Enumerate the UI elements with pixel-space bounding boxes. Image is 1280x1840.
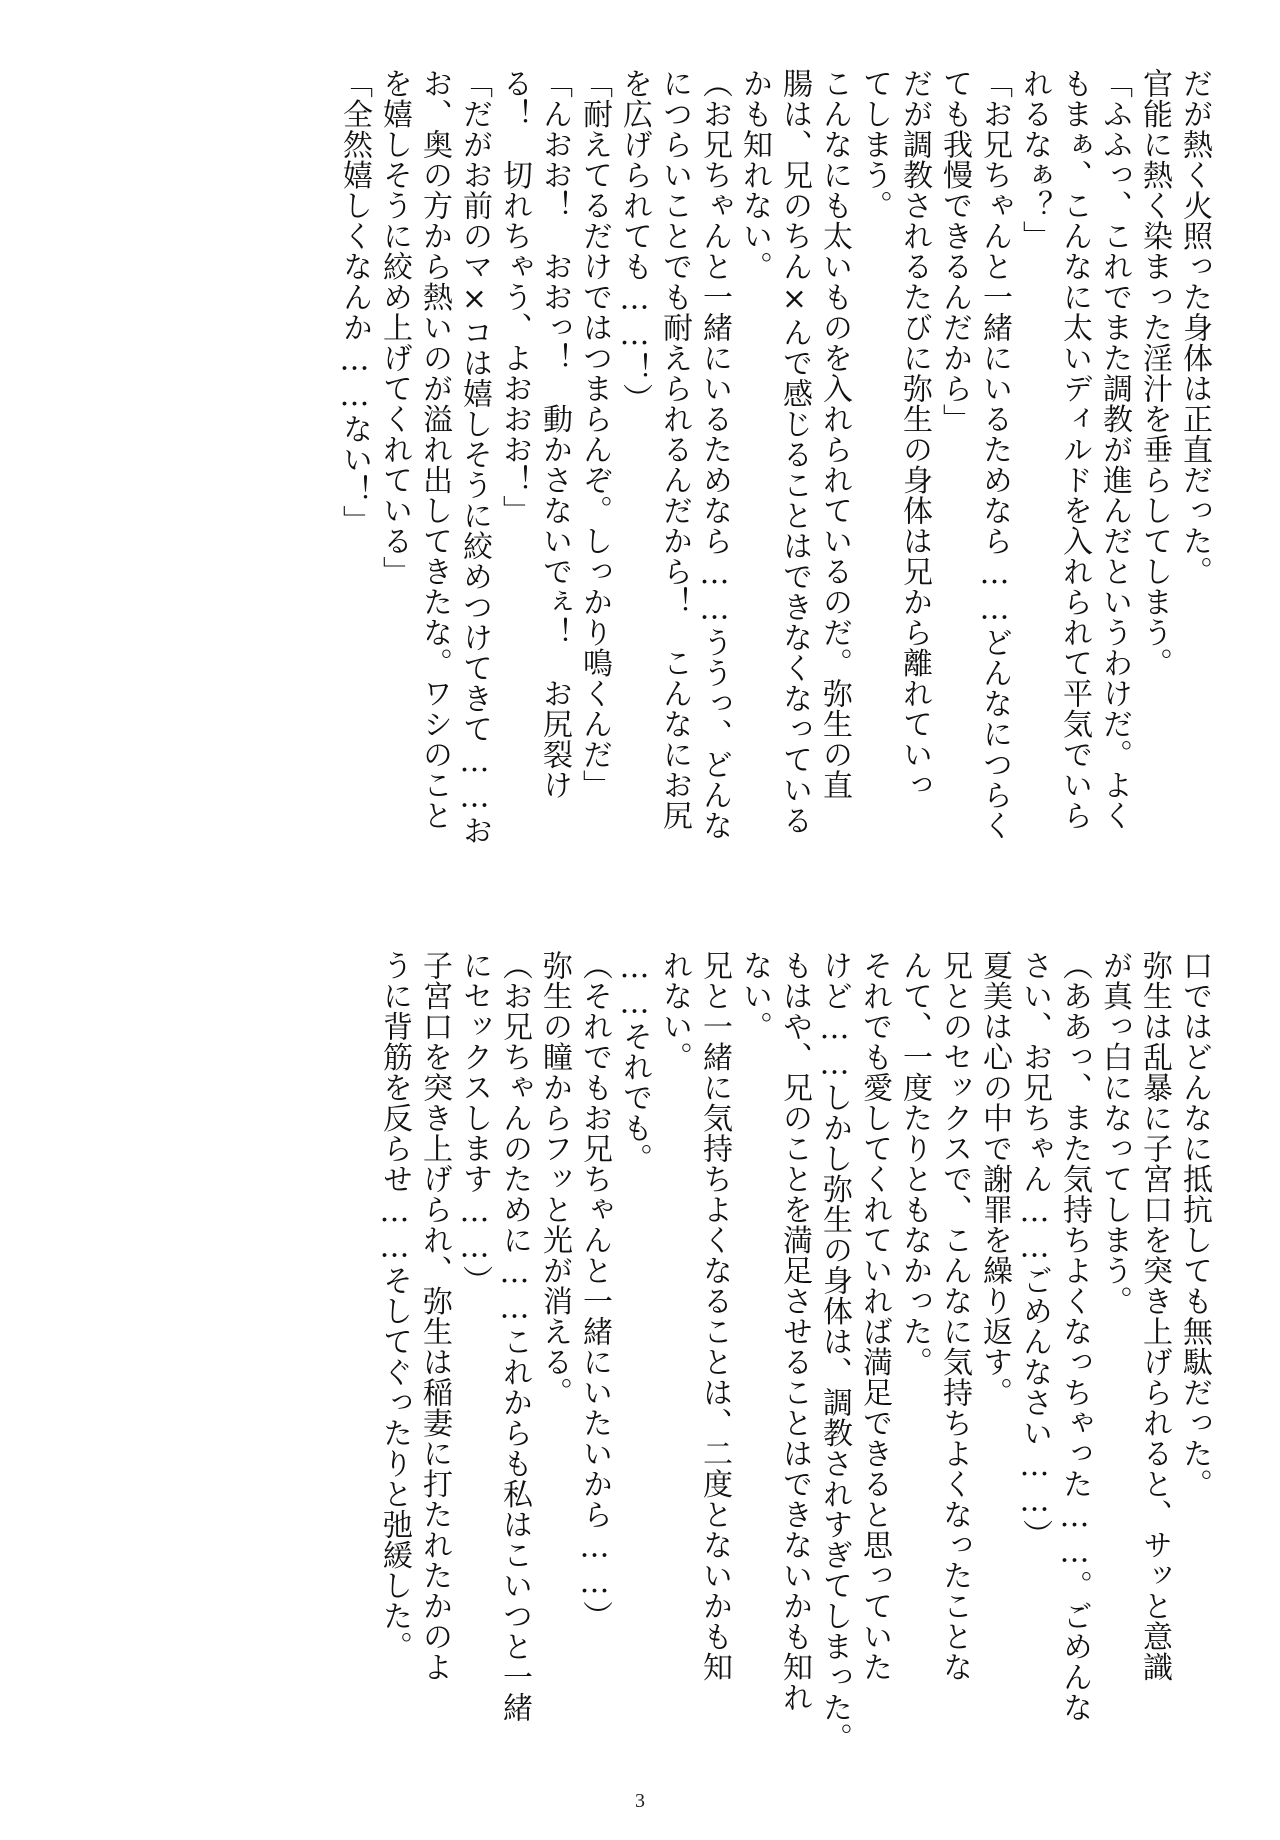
text-line: 「耐えてるだけではつまらんぞ。しっかり鳴くんだ」 (577, 68, 612, 800)
text-line: ……それでも。 (617, 950, 652, 1174)
text-line: 「全然嬉しくなんか……ない！」 (337, 68, 372, 536)
text-line: ても我慢できるんだから」 (937, 68, 972, 434)
text-line: お、奥の方から熱いのが溢れ出してきたな。ワシのこと (417, 68, 452, 831)
text-line: さい、お兄ちゃん……ごめんなさい……） (1017, 950, 1052, 1550)
text-line: かも知れない。 (737, 68, 772, 282)
text-line: 兄とのセックスで、こんなに気持ちよくなったことな (937, 950, 972, 1682)
text-line: もまぁ、こんなに太いディルドを入れられて平気でいら (1057, 68, 1092, 831)
text-line: 「んおお！ おおっ！ 動かさないでぇ！ お尻裂け (537, 68, 572, 800)
text-line: にセックスします……） (457, 950, 492, 1296)
text-line: （お兄ちゃんと一緒にいるためなら……ううっ、どんな (697, 68, 732, 841)
text-line: 夏美は心の中で謝罪を繰り返す。 (977, 950, 1012, 1408)
text-line: （ああっ、また気持ちよくなっちゃった……。ごめんな (1057, 950, 1092, 1723)
text-line: れない。 (657, 950, 692, 1072)
upper-text-block (64, 68, 1214, 846)
text-line: （それでもお兄ちゃんと一緒にいたいから……） (577, 950, 612, 1631)
text-line: だが調教されるたびに弥生の身体は兄から離れていっ (897, 68, 932, 800)
text-line: それでも愛してくれていれば満足できると思っていた (857, 950, 892, 1682)
text-line: る！ 切れちゃう、よおおお！」 (497, 68, 532, 526)
text-line: （お兄ちゃんのために……これからも私はこいつと一緒 (497, 950, 532, 1723)
text-line: 腸は、兄のちん×んで感じることはできなくなっている (777, 68, 812, 836)
text-line: こんなにも太いものを入れられているのだ。弥生の直 (817, 68, 852, 800)
text-line: けど……しかし弥生の身体は、調教されすぎてしまった。 (817, 950, 852, 1753)
text-line: ない。 (737, 950, 772, 1042)
text-line: を広げられても……！） (617, 68, 652, 414)
text-line: 弥生は乱暴に子宮口を突き上げられると、サッと意識 (1137, 950, 1172, 1682)
text-line: 子宮口を突き上げられ、弥生は稲妻に打たれたかのよ (417, 950, 452, 1682)
page-number: 3 (635, 1790, 645, 1812)
text-line: 「お兄ちゃんと一緒にいるためなら……どんなにつらく (977, 68, 1012, 841)
text-line: てしまう。 (857, 68, 892, 221)
text-line: 兄と一緒に気持ちよくなることは、二度とないかも知 (697, 950, 732, 1682)
text-line: だが熱く火照った身体は正直だった。 (1177, 68, 1212, 587)
text-line: うに背筋を反らせ……そしてぐったりと弛緩した。 (377, 950, 412, 1662)
text-line: が真っ白になってしまう。 (1097, 950, 1132, 1316)
text-line: れるなぁ？」 (1017, 68, 1052, 251)
text-line: 口ではどんなに抵抗しても無駄だった。 (1177, 950, 1212, 1499)
text-line: 「ふふっ、これでまた調教が進んだというわけだ。よく (1097, 68, 1132, 831)
text-line: を嬉しそうに絞め上げてくれている」 (377, 68, 412, 587)
text-line: につらいことでも耐えられるんだから！ こんなにお尻 (657, 68, 692, 831)
text-line: もはや、兄のことを満足させることはできないかも知れ (777, 950, 812, 1713)
text-line: 官能に熱く染まった淫汁を垂らしてしまう。 (1137, 68, 1172, 678)
text-line: 弥生の瞳からフッと光が消える。 (537, 950, 572, 1408)
text-line: 「だがお前のマ×コは嬉しそうに絞めつけてきて……お (457, 68, 492, 846)
text-line: んて、一度たりともなかった。 (897, 950, 932, 1377)
lower-text-block (64, 950, 1214, 1753)
